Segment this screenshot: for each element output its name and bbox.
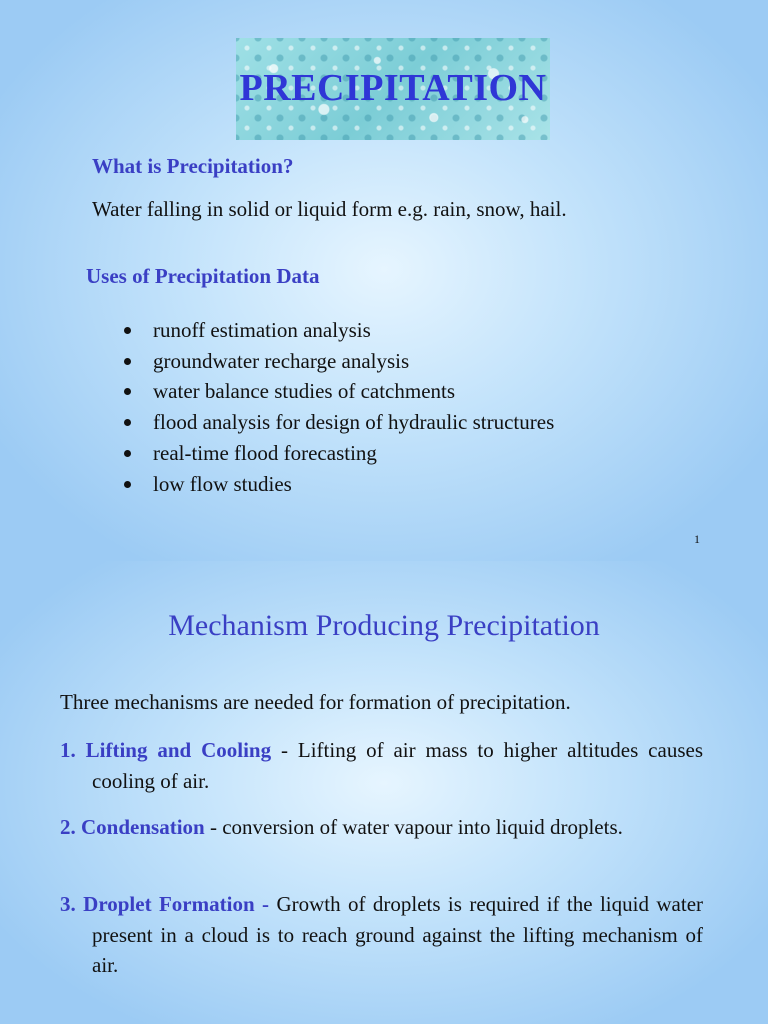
bullet-icon bbox=[124, 481, 131, 488]
page-number: 1 bbox=[694, 532, 700, 546]
mechanism-name: 2. Condensation bbox=[60, 815, 205, 839]
bullet-icon bbox=[124, 327, 131, 334]
intro-text: Three mechanisms are needed for formation of precipitation. bbox=[60, 690, 571, 714]
bullet-icon bbox=[124, 450, 131, 457]
list-item-label: runoff estimation analysis bbox=[153, 317, 371, 342]
mechanism-separator: - bbox=[271, 738, 298, 762]
list-item bbox=[124, 469, 554, 500]
mechanism-name: 1. Lifting and Cooling bbox=[60, 738, 272, 762]
page-title: PRECIPITATION bbox=[239, 67, 547, 109]
list-item-label: real-time flood forecasting bbox=[153, 441, 377, 466]
slide-2 bbox=[0, 561, 768, 1024]
mechanism-item bbox=[60, 889, 703, 981]
mechanism-item bbox=[60, 812, 703, 843]
list-item-label: flood analysis for design of hydraulic structures bbox=[153, 410, 555, 435]
slide-title: Mechanism Producing Precipitation bbox=[168, 609, 600, 642]
mechanism-description: Growth of droplets is required if the liquid water present in a cloud is to reach ground against the lifting mechanism of air. bbox=[92, 892, 704, 977]
list-item-label: low flow studies bbox=[153, 471, 292, 496]
list-item-label: groundwater recharge analysis bbox=[153, 348, 410, 373]
bullet-icon bbox=[124, 419, 131, 426]
list-item bbox=[124, 407, 554, 438]
list-item bbox=[124, 315, 554, 346]
title-banner bbox=[236, 38, 550, 140]
mechanism-item bbox=[60, 735, 703, 796]
list-item bbox=[124, 377, 554, 408]
bullet-icon bbox=[124, 388, 131, 395]
list-item bbox=[124, 346, 554, 377]
mechanism-name: 3. Droplet Formation - bbox=[60, 892, 270, 916]
list-item bbox=[124, 438, 554, 469]
uses-list bbox=[124, 315, 554, 500]
mechanism-separator: - bbox=[204, 815, 223, 839]
mechanism-description: conversion of water vapour into liquid droplets. bbox=[222, 815, 623, 839]
definition-text: Water falling in solid or liquid form e.g. rain, snow, hail. bbox=[92, 197, 567, 221]
question-heading: What is Precipitation? bbox=[92, 154, 294, 178]
list-item-label: water balance studies of catchments bbox=[153, 379, 456, 404]
bullet-icon bbox=[124, 358, 131, 365]
mechanism-description: Lifting of air mass to higher altitudes causes cooling of air. bbox=[92, 738, 703, 793]
uses-heading: Uses of Precipitation Data bbox=[86, 264, 320, 288]
